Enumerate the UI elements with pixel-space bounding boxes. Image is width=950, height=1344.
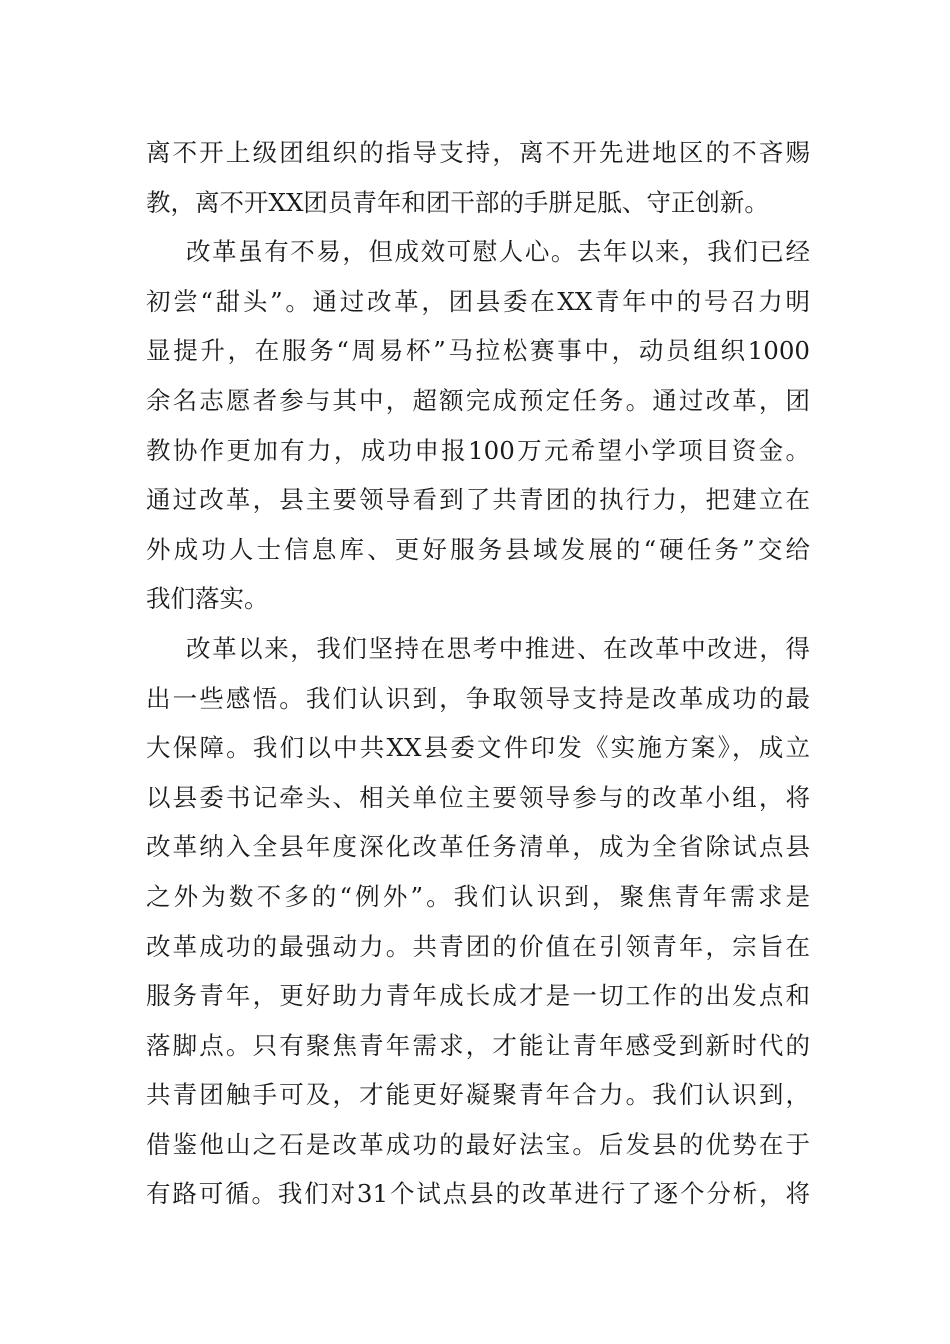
- paragraph-first-line: 改革虽有不易，但成效可慰人心。去年以来，我们已经: [186, 237, 810, 267]
- paragraph-first-line: 改革以来，我们坚持在思考中推进、在改革中改进，得: [186, 633, 810, 663]
- text-line: 我们落实。: [146, 584, 269, 614]
- text-line: 共青团触手可及，才能更好凝聚青年合力。我们认识到，: [146, 1080, 810, 1110]
- text-line: 出一些感悟。我们认识到，争取领导支持是改革成功的最: [146, 683, 810, 713]
- text-line: 余名志愿者参与其中，超额完成预定任务。通过改革，团: [146, 385, 810, 415]
- text-line: 显提升，在服务“周易杯”马拉松赛事中，动员组织1000: [146, 336, 810, 366]
- text-line: 有路可循。我们对31个试点县的改革进行了逐个分析，将: [146, 1179, 810, 1209]
- text-line: 通过改革，县主要领导看到了共青团的执行力，把建立在: [146, 485, 810, 515]
- text-line: 之外为数不多的“例外”。我们认识到，聚焦青年需求是: [146, 881, 810, 911]
- text-line: 初尝“甜头”。通过改革，团县委在XX青年中的号召力明: [146, 286, 810, 316]
- text-line: 改革成功的最强动力。共青团的价值在引领青年，宗旨在: [146, 931, 810, 961]
- text-line: 离不开上级团组织的指导支持，离不开先进地区的不吝赐: [146, 138, 810, 167]
- document-body: [146, 128, 810, 1219]
- text-line: 教协作更加有力，成功申报100万元希望小学项目资金。: [146, 435, 810, 465]
- text-line: 改革纳入全县年度深化改革任务清单，成为全省除试点县: [146, 832, 810, 862]
- text-line: 服务青年，更好助力青年成长成才是一切工作的出发点和: [146, 981, 810, 1011]
- text-line: 教，离不开XX团员青年和团干部的手胼足胝、守正创新。: [146, 187, 769, 217]
- text-line: 借鉴他山之石是改革成功的最好法宝。后发县的优势在于: [146, 1129, 810, 1159]
- text-line: 大保障。我们以中共XX县委文件印发《实施方案》，成立: [146, 733, 810, 763]
- text-line: 落脚点。只有聚焦青年需求，才能让青年感受到新时代的: [146, 1030, 810, 1060]
- text-line: 以县委书记牵头、相关单位主要领导参与的改革小组，将: [146, 782, 810, 812]
- text-line: 外成功人士信息库、更好服务县域发展的“硬任务”交给: [146, 534, 810, 564]
